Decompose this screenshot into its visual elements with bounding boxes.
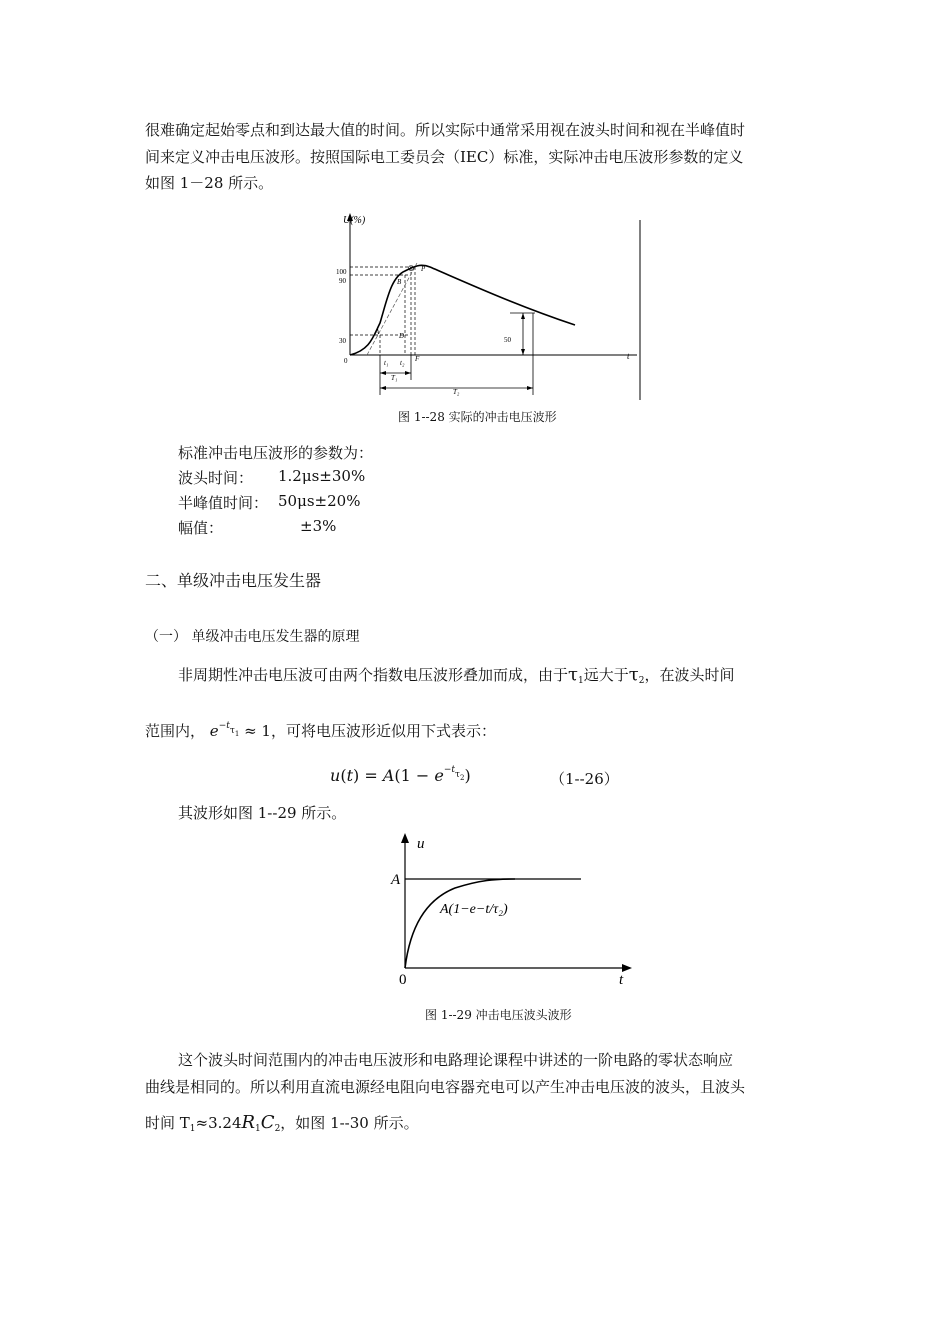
half-time-value: 50μs±20% (278, 492, 361, 510)
half-level-label: 50 (504, 336, 511, 344)
point-f: F (415, 355, 420, 363)
tick-30: 30 (339, 337, 346, 345)
figure-1-28-caption: 图 1--28 实际的冲击电压波形 (398, 410, 557, 424)
u-axis-label: u (417, 836, 425, 852)
y-axis-label: U(%) (343, 215, 366, 226)
point-d: D (399, 332, 405, 340)
para4-text-c: ，如图 1--30 所示。 (280, 1114, 419, 1132)
T2-label: T₂ (453, 388, 460, 396)
figure-1-28 (325, 205, 655, 405)
tick-0: 0 (344, 357, 348, 365)
origin-label: 0 (399, 972, 407, 988)
t-axis-label-29: t (619, 972, 624, 988)
para2-line1 (178, 664, 734, 686)
para2-text-e: ，可将电压波形近似用下式表示： (270, 722, 496, 740)
front-time-value: 1.2μs±30% (278, 467, 366, 485)
para3: 其波形如图 1--29 所示。 (178, 804, 347, 822)
params-title: 标准冲击电压波形的参数为： (178, 444, 374, 462)
section-heading: 二、单级冲击电压发生器 (145, 571, 322, 590)
point-a: A (375, 328, 380, 336)
formula-number: （1--26） (550, 770, 619, 788)
figure-1-29-caption: 图 1--29 冲击电压波头波形 (425, 1008, 572, 1022)
para1-line2: 间来定义冲击电压波形。按照国际电工委员会（IEC）标准，实际冲击电压波形参数的定义 (145, 148, 744, 166)
tau2-symbol: $\tau_2$ (628, 664, 645, 686)
para4-line3: 时间 $T_1\approx 3.24R_1C_2$，如图 1--30 所示。 (145, 1112, 419, 1134)
para2-line2 (145, 720, 496, 741)
t1-label: t₁ (384, 359, 389, 367)
para2-text-c: ，在波头时间 (644, 666, 735, 684)
curve-formula-label: A(1−e−t/τ₂) (440, 902, 508, 917)
exp-approx-formula: $e^{-t\tau_1} \approx 1$ (209, 721, 271, 740)
tau1-symbol: $\tau_1$ (568, 664, 584, 686)
a-level-label: A (391, 872, 401, 888)
tick-100: 100 (336, 268, 347, 276)
para4-line2: 曲线是相同的。所以利用直流电源经电阻向电容器充电可以产生冲击电压波的波头，且波头 (145, 1078, 746, 1096)
front-time-label: 波头时间： (178, 469, 254, 487)
para4-line1: 这个波头时间范围内的冲击电压波形和电路理论课程中讲述的一阶电路的零状态响应 (178, 1051, 734, 1069)
para1-line1: 很难确定起始零点和到达最大值的时间。所以实际中通常采用视在波头时间和视在半峰值时 (145, 121, 746, 139)
point-p: P (421, 265, 426, 273)
half-time-label: 半峰值时间： (178, 494, 269, 512)
rc-formula: $R_1C_2$ (241, 1112, 281, 1134)
para4-text-b: ≈3.24 (195, 1114, 242, 1132)
tick-90: 90 (339, 277, 346, 285)
subsection-heading: （一） 单级冲击电压发生器的原理 (145, 629, 360, 645)
figure-1-29 (385, 828, 645, 993)
para4-text-a: 时间 T (145, 1114, 190, 1132)
para2-text-b: 远大于 (583, 666, 629, 684)
formula-1-26: $u(t) = A(1 - e^{-t\tau_2})$ (330, 765, 471, 785)
t-axis-label: t (627, 351, 630, 361)
amplitude-label: 幅值： (178, 519, 224, 537)
para2-text-d: 范围内， (145, 722, 206, 740)
T1-label: T₁ (391, 374, 398, 382)
point-b: B (397, 278, 402, 286)
para2-text-a: 非周期性冲击电压波可由两个指数电压波形叠加而成，由于 (178, 666, 569, 684)
para1-line3: 如图 1－28 所示。 (145, 174, 274, 192)
t2-label: t₂ (400, 359, 405, 367)
amplitude-value: ±3% (300, 517, 337, 535)
